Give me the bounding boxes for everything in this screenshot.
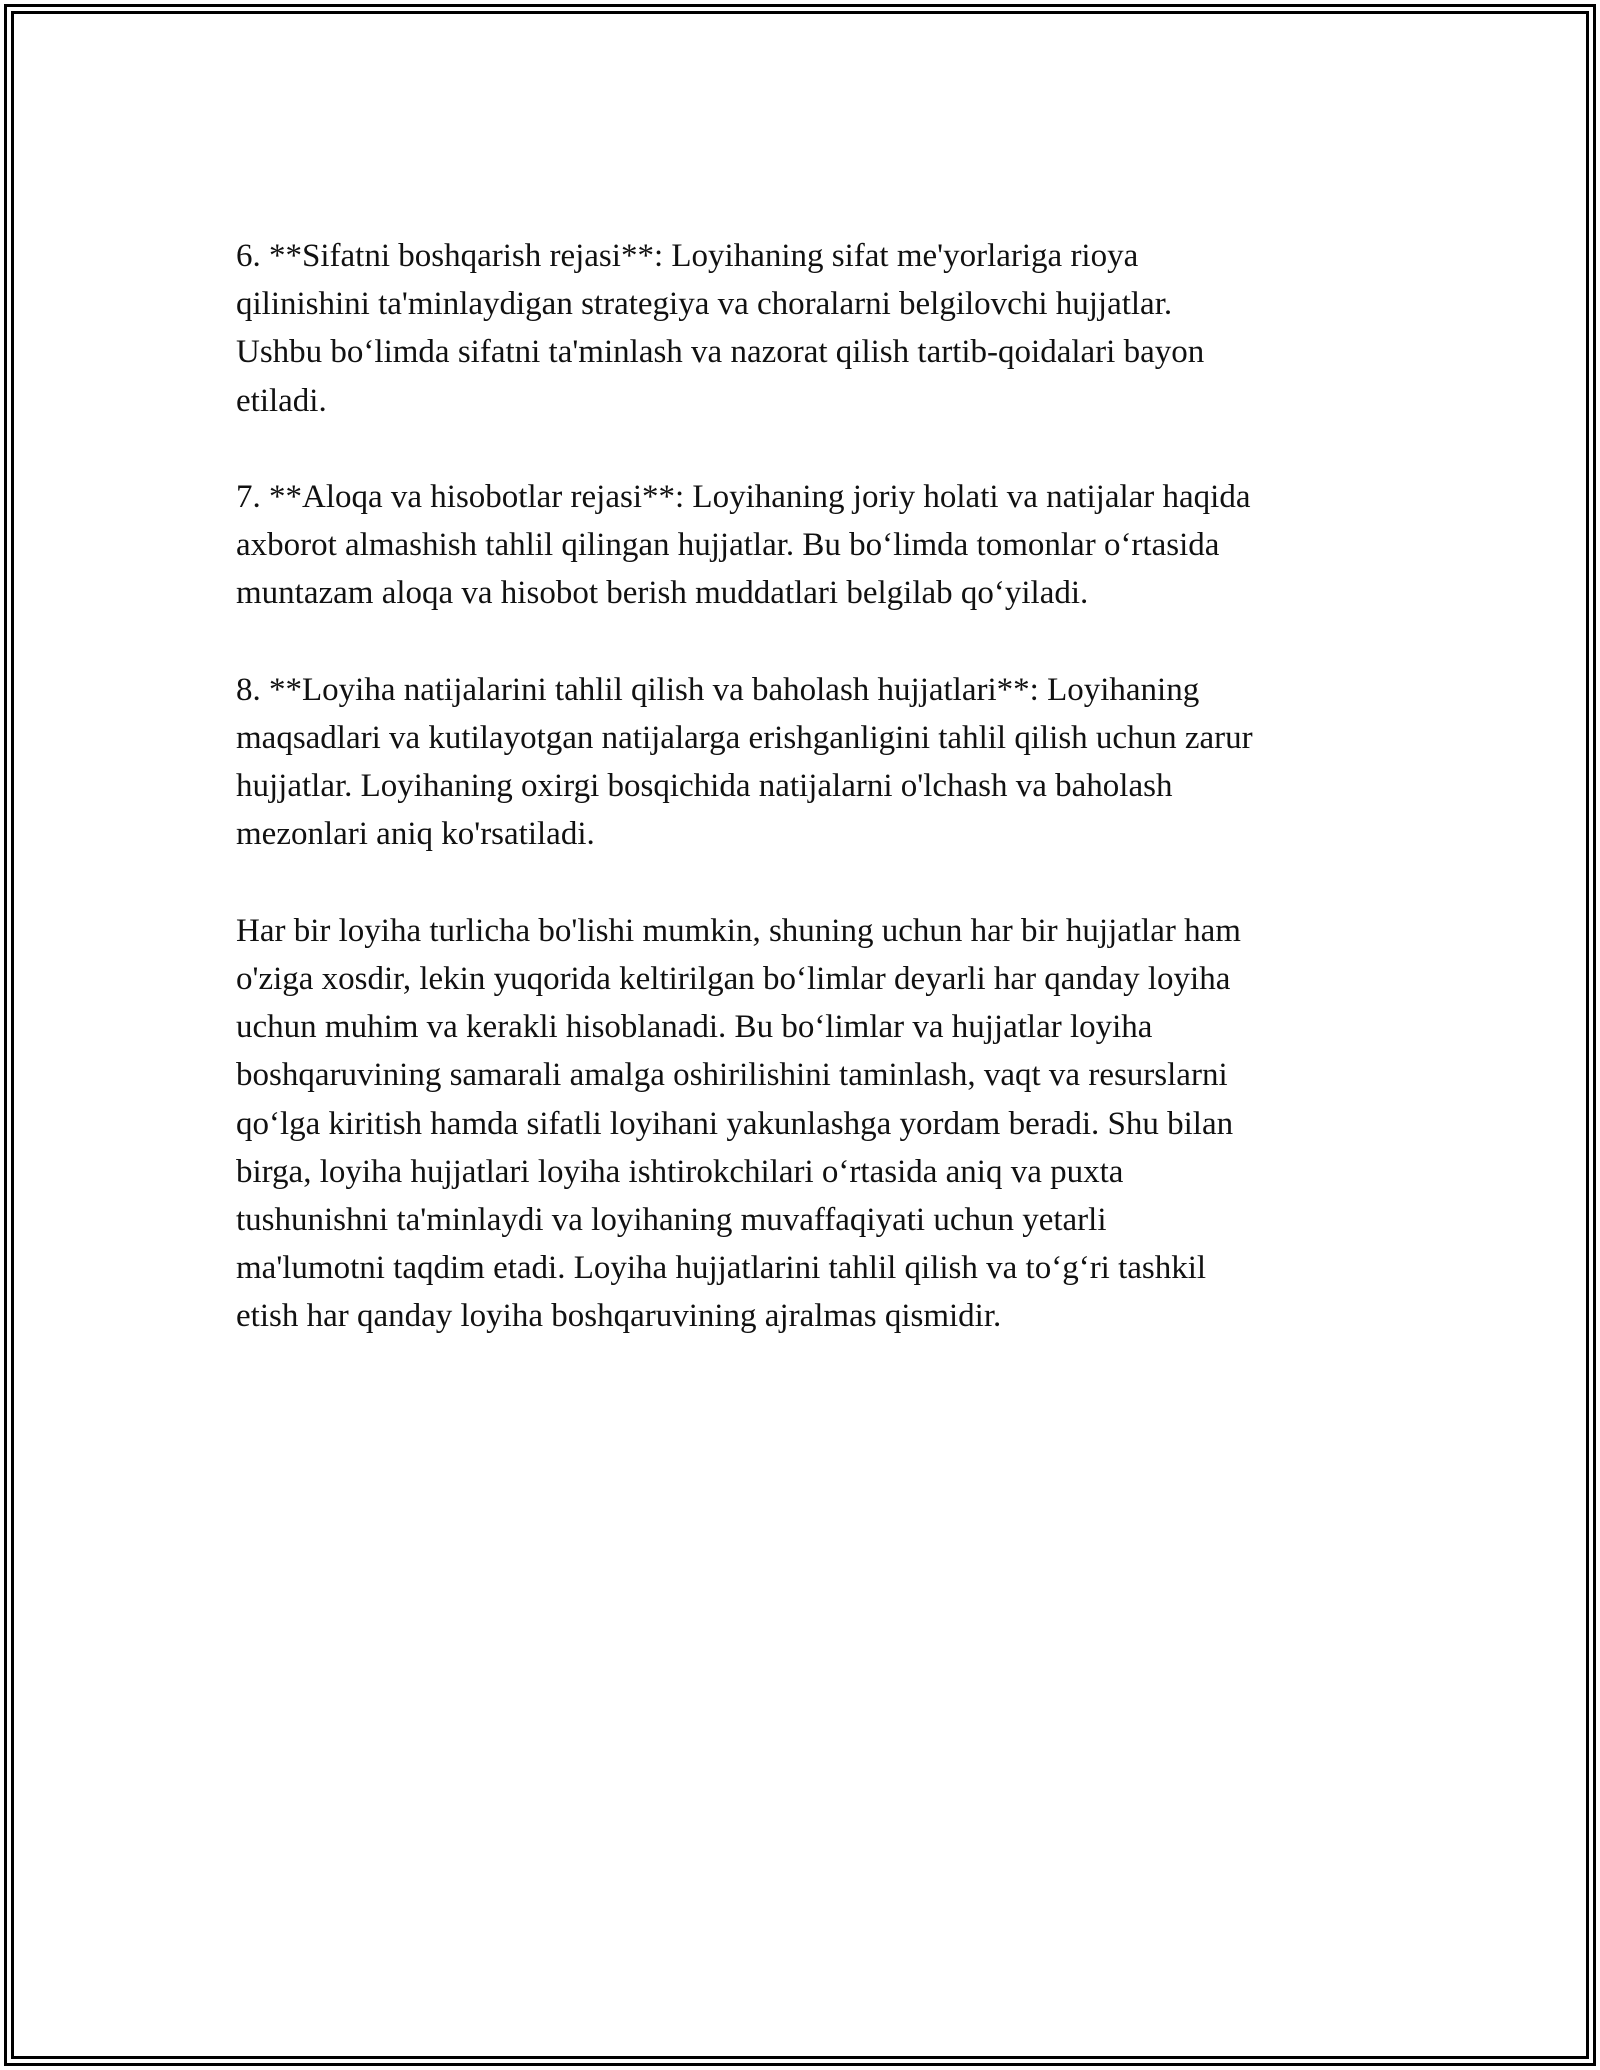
paragraph-conclusion: Har bir loyiha turlicha bo'lishi mumkin, shuning uchun har bir hujjatlar ham o'ziga xosdir, lekin yuqorida keltirilgan bo‘limlar deyarli har qanday loyiha uchun muhim va kerakli hisoblanadi. Bu bo‘limlar va hujjatlar loyiha boshqaruvining samarali amalga oshirilishini taminlash, vaqt va resurslarni qo‘lga kiritish hamda sifatli loyihani yakunlashga yordam beradi. Shu bilan birga, loyiha hujjatlari loyiha ishtirokchilari o‘rtasida aniq va puxta tushunishni ta'minlaydi va loyihaning muvaffaqiyati uchun yetarli ma'lumotni taqdim etadi. Loyiha hujjatlarini tahlil qilish va to‘g‘ri tashkil etish har qanday loyiha boshqaruvining ajralmas qismidir.	[236, 912, 1241, 1335]
paragraph-results-analysis: 8. **Loyiha natijalarini tahlil qilish va baholash hujjatlari**: Loyihaning maqsadlari va kutilayotgan natijalarga erishganligini tahlil qilish uchun zarur hujjatlar. Loyihaning oxirgi bosqichida natijalarni o'lchash va baholash mezonlari aniq ko'rsatiladi.	[236, 671, 1253, 853]
paragraph-quality-plan: 6. **Sifatni boshqarish rejasi**: Loyihaning sifat me'yorlariga rioya qilinishini ta'minlaydigan strategiya va choralarni belgilovchi hujjatlar. Ushbu bo‘limda sifatni ta'minlash va nazorat qilish tartib-qoidalari bayon etiladi.	[236, 238, 1205, 419]
paragraph-communication-plan: 7. **Aloqa va hisobotlar rejasi**: Loyihaning joriy holati va natijalar haqida axborot almashish tahlil qilingan hujjatlar. Bu bo‘limda tomonlar o‘rtasida muntazam aloqa va hisobot berish muddatlari belgilab qo‘yiladi.	[236, 479, 1251, 612]
document-body	[236, 232, 1386, 1389]
